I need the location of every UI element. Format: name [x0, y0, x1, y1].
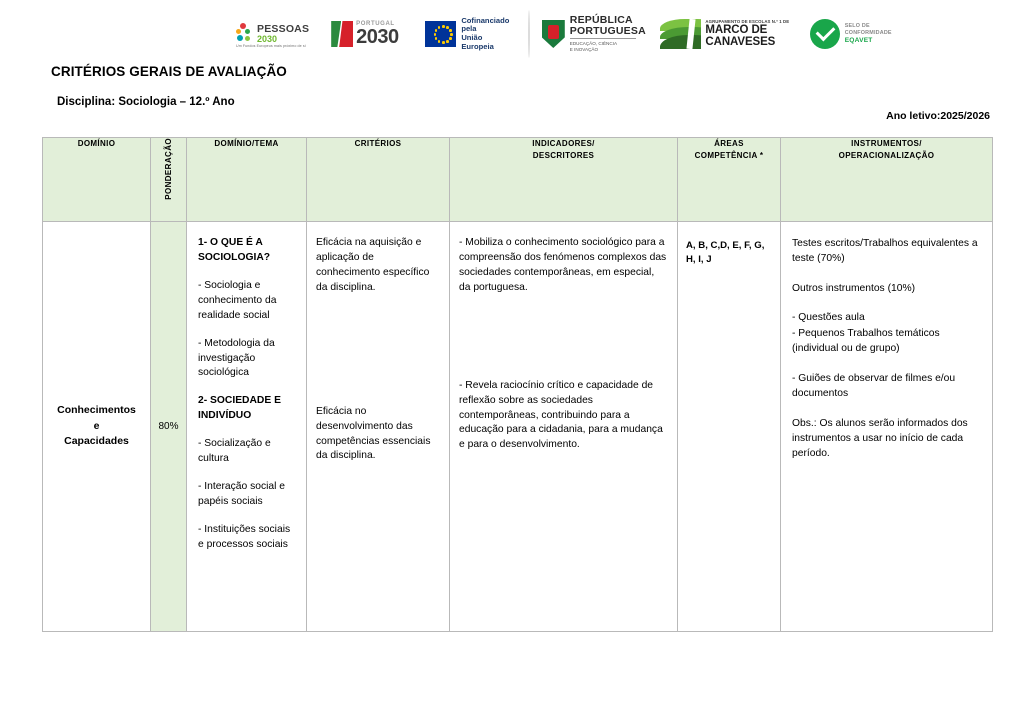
dominio-line3: Capacidades	[64, 435, 129, 448]
column-header-ponderacao	[151, 138, 187, 222]
checkmark-icon	[810, 19, 840, 49]
areas-competencia-value: A, B, C,D, E, F, G, H, I, J	[686, 240, 765, 266]
tema-item-2-1: - Socialização e cultura	[198, 438, 271, 465]
page-title: CRITÉRIOS GERAIS DE AVALIAÇÃO	[51, 64, 287, 79]
cell-dominio	[43, 222, 151, 632]
eqavet-line3: EQAVET	[844, 36, 873, 44]
indicador-2: - Revela raciocínio crítico e capacidade de reflexão sobre as sociedades contemporâneas, contribuindo para a educação para a cidadania, para a mudança e para o desenvolvimento.	[459, 379, 663, 451]
column-header-ponderacao-label: PONDERAÇÃO	[163, 138, 173, 200]
table-header-row	[43, 138, 993, 222]
column-header-indicadores	[450, 138, 678, 222]
agrupamento-line2: MARCO DE CANAVESES	[705, 24, 776, 49]
school-year-label: Ano letivo:2025/2026	[886, 110, 990, 122]
criterios-spacer	[316, 309, 440, 405]
column-header-indicadores-line2: DESCRITORES	[532, 150, 595, 160]
european-union-flag-icon	[425, 21, 457, 47]
pessoas-2030-logo	[236, 8, 309, 60]
cell-criterios	[307, 222, 450, 632]
agrupamento-line1: AGRUPAMENTO DE ESCOLAS N.º 1 DE	[705, 18, 790, 24]
criterio-2: Eficácia no desenvolvimento das competências essenciais da disciplina.	[316, 405, 431, 462]
dominio-line1: Conhecimentos	[57, 403, 136, 416]
agrupamento-escolas-logo	[660, 8, 796, 60]
hills-icon	[660, 19, 702, 49]
cell-dominio-tema	[187, 222, 307, 632]
republica-line1: REPÚBLICA	[569, 13, 633, 26]
tema-item-1-1: - Sociologia e conhecimento da realidade social	[198, 279, 277, 321]
cell-indicadores	[450, 222, 678, 632]
tema-item-2-3: - Instituições sociais e processos sociais	[198, 523, 291, 550]
eqavet-line2: CONFORMIDADE	[844, 29, 892, 36]
column-header-instrumentos-line1: INSTRUMENTOS/	[851, 139, 922, 148]
column-header-areas	[678, 138, 781, 222]
page-subtitle: Disciplina: Sociologia – 12.º Ano	[57, 96, 235, 108]
portugal-logo-label: PORTUGAL	[356, 21, 395, 27]
eqavet-line1: SELO DE	[844, 23, 870, 30]
portugal-coat-of-arms-icon	[542, 20, 565, 48]
pessoas-logo-year: 2030	[257, 33, 278, 44]
column-header-areas-line1: ÁREAS	[714, 139, 744, 148]
column-header-dominio-tema: DOMÍNIO/TEMA	[187, 138, 307, 222]
portugal-2030-logo	[331, 8, 399, 60]
column-header-indicadores-line1: INDICADORES/	[532, 139, 595, 148]
cofinanciado-ue-logo	[425, 8, 516, 60]
cell-instrumentos	[781, 222, 993, 632]
criteria-table	[42, 137, 993, 632]
republica-divider	[570, 38, 636, 39]
republica-sub2: E INOVAÇÃO	[569, 47, 599, 53]
tema-item-1-2: - Metodologia da investigação sociológica	[198, 337, 275, 379]
tema-heading-2: 2- SOCIEDADE E INDIVÍDUO	[198, 395, 281, 422]
republica-line2: PORTUGUESA	[569, 24, 646, 37]
column-header-areas-line2: COMPETÊNCIA *	[694, 150, 764, 160]
column-header-dominio: DOMÍNIO	[43, 138, 151, 222]
instrumento-p4: Obs.: Os alunos serão informados dos instrumentos a usar no início de cada período.	[792, 417, 968, 460]
dominio-line2: e	[93, 419, 100, 432]
instrumento-list-1: - Questões aula	[792, 312, 865, 324]
tema-item-2-2: - Interação social e papéis sociais	[198, 481, 285, 507]
indicador-1: - Mobiliza o conhecimento sociológico para a compreensão dos fenómenos complexos das sociedades contemporâneas, em especial, da portuguesa.	[459, 237, 667, 293]
republica-sub1: EDUCAÇÃO, CIÊNCIA	[569, 41, 618, 47]
criterio-1: Eficácia na aquisição e aplicação de conhecimento específico da disciplina.	[316, 237, 430, 293]
column-header-criterios: CRITÉRIOS	[307, 138, 450, 222]
instrumento-p2: Outros instrumentos (10%)	[792, 282, 916, 294]
instrumento-list-2: - Pequenos Trabalhos temáticos (individual ou de grupo)	[792, 327, 940, 355]
portugal-logo-year: 2030	[356, 26, 399, 48]
portugal-flag-icon	[331, 21, 353, 47]
republica-portuguesa-logo	[542, 8, 646, 60]
selo-eqavet-logo	[810, 8, 892, 60]
pessoas-2030-icon	[236, 23, 253, 45]
table-row	[43, 222, 993, 632]
tema-heading-1: 1- O QUE É A SOCIOLOGIA?	[198, 237, 271, 263]
ue-logo-line2: União Europeia	[461, 33, 494, 51]
pessoas-logo-name: PESSOAS	[257, 23, 310, 36]
ue-logo-line1: Cofinanciado pela	[461, 15, 510, 34]
column-header-instrumentos	[781, 138, 993, 222]
institutional-logo-band	[236, 8, 892, 60]
indicadores-spacer	[459, 309, 668, 379]
pessoas-logo-tagline: Um Fundos Europeus mais próximo de si	[236, 44, 306, 48]
instrumento-p3: - Guiões de observar de filmes e/ou documentos	[792, 372, 956, 400]
cell-areas-competencia	[678, 222, 781, 632]
column-header-instrumentos-line2: OPERACIONALIZAÇÃO	[838, 150, 935, 160]
instrumento-p1: Testes escritos/Trabalhos equivalentes a teste (70%)	[792, 238, 978, 265]
cell-ponderacao: 80%	[151, 222, 187, 632]
